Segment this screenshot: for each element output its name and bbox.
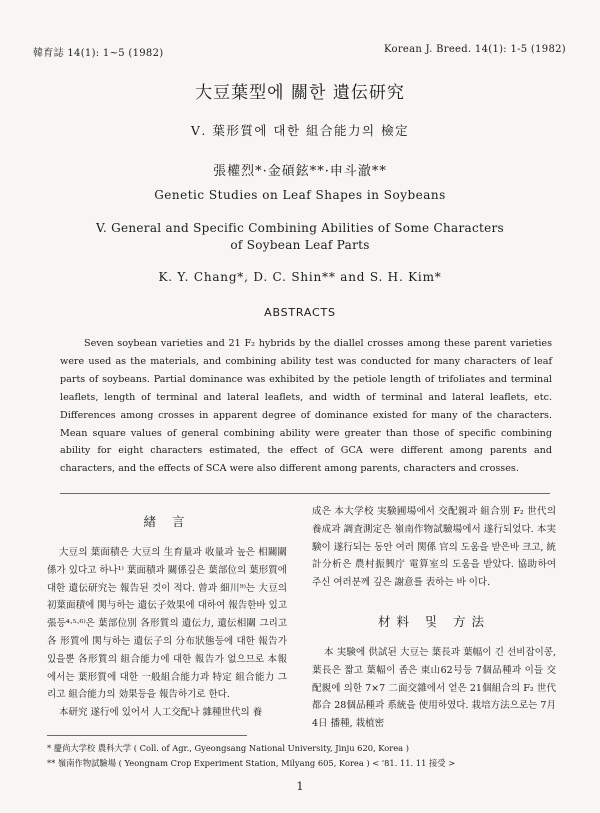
abstract-heading: ABSTRACTS: [264, 306, 336, 319]
methods-heading: 材料 및 方法: [377, 613, 491, 629]
english-authors: K. Y. Chang*, D. C. Shin** and S. H. Kim*: [158, 270, 442, 284]
methods-paragraph: 本 実験에 供試된 大豆는 葉長과 葉幅이 긴 선비잡이콩, 葉長은 짧고 葉幅이 좁은 東山62号등 7個品種과 이들 交配親에 의한 7×7 二面交雜에서 얻은 21個組合의 F₂ 世代 都合 28個品種과 系統을 使用하였다. 栽培方法으로는 7月4日 播種, 栽植密: [312, 646, 556, 730]
english-subtitle-line2: of Soybean Leaf Parts: [230, 238, 370, 252]
acknowledgement-paragraph-end: 成은 本大学校 実験圃場에서 交配親과 組合別 F₂ 世代의 養成과 調査測定은 嶺南作物試驗場에서 遂行되었다. 本実験이 遂行되는 동안 여러 関係 官의 도움을 받은바 크고, 統計分析은 農村振興庁 電算室의 도움을 받았다. 協助하여 주신 여러분께 깊은 謝意를 表하는 바 이다.: [312, 506, 556, 589]
running-header-english: Korean J. Breed. 14(1): 1-5 (1982): [384, 44, 566, 55]
korean-title: 大豆葉型에 關한 遺伝研究: [195, 83, 405, 103]
page-number: 1: [296, 780, 304, 793]
right-column: [312, 503, 556, 733]
section-divider: [60, 493, 550, 494]
running-header-korean: 韓育誌 14(1): 1~5 (1982): [33, 48, 164, 59]
introduction-paragraph: 大豆의 葉面積은 大豆의 生育量과 收量과 높은 相關關係가 있다고 하나¹⁾ 葉面積과 關係깊은 葉部位의 葉形質에 대한 遺伝研究는 報告된 것이 적다. 曾과 細川⁹⁾는 大豆의 初葉面積에 関与하는 遺伝子效果에 대하여 報告한바 있고 張등⁴·⁵·⁶⁾은 葉部位別 各形質의 遺伝力, 遺伝相關 그리고 各 形質에 関与하는 遺伝子의 分布狀態등에 대한 報告가 있을뿐 各形質의 組合能力에 대한 報告가 없으므로 本報에서는 葉形質에 대한 一般組合能力과 特定 組合能力 그리고 組合能力의 効果등을 報告하기로 한다.: [47, 547, 287, 701]
left-column: [47, 512, 287, 722]
acknowledgement-paragraph-start: 本研究 遂行에 있어서 人工交配나 雜種世代의 養: [59, 707, 263, 719]
korean-authors: 張權烈*·金碩鉉**·申斗澈**: [213, 164, 387, 179]
korean-subtitle: Ⅴ. 葉形質에 대한 組合能力의 檢定: [190, 123, 410, 138]
english-subtitle: [0, 220, 600, 254]
abstract-paragraph: Seven soybean varieties and 21 F₂ hybrids by the diallel crosses among these parent varieties were used as the materials, and combining ability test was conducted for many characters of leaf parts of soybeans. Partial dominance was exhibited by the petiole length of trifoliates and terminal leaflets, length of terminal and lateral leaflets, and width of terminal and lateral leaflets, etc. Differences among crosses in apparent degree of dominance existed for many of the characters. Mean square values of general combining ability were greater than those of specific combining ability for eight characters estimated, the effect of GCA were different among parents and characters, and the effects of SCA were also different among parents, characters and crosses.: [60, 338, 552, 475]
introduction-heading: 緖 言: [143, 514, 191, 529]
english-subtitle-line1: V. General and Specific Combining Abilities of Some Characters: [95, 221, 505, 235]
footnote-divider: [47, 735, 247, 736]
footnote-affiliation-1: * 慶尚大学校 農科大学 ( Coll. of Agr., Gyeongsang National University, Jinju 620, Korea ): [47, 743, 409, 753]
abstract-body: [60, 335, 552, 478]
footnote-affiliation-2: ** 嶺南作物試驗場 ( Yeongnam Crop Experiment Station, Milyang 605, Korea ) < '81. 11. 11 接受 >: [47, 758, 456, 768]
english-title: Genetic Studies on Leaf Shapes in Soybeans: [154, 188, 446, 202]
